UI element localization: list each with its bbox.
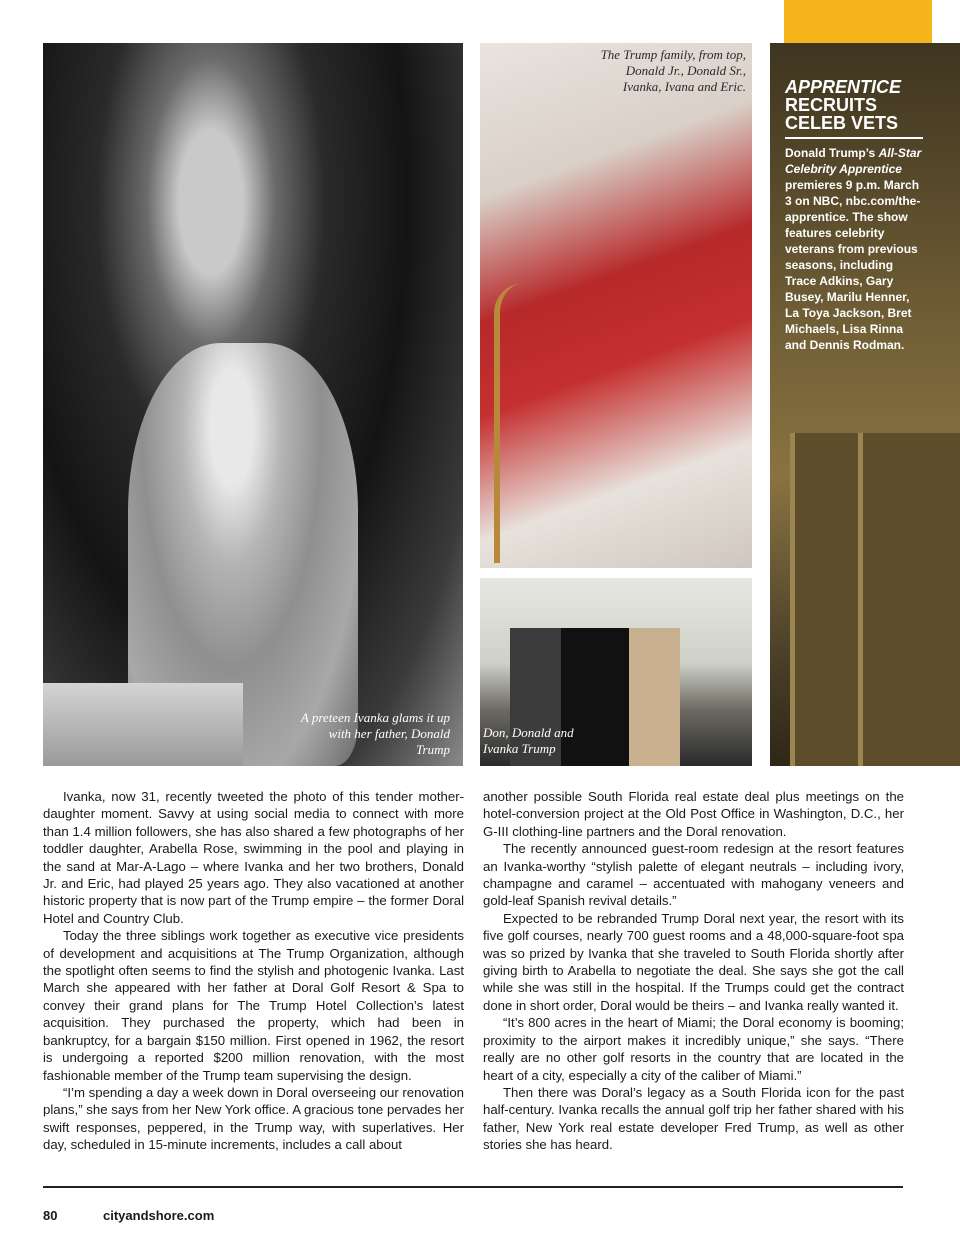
article-paragraph: The recently announced guest-room redesign at the resort features an Ivanka-worthy “stylish palette of elegant neutrals – including ivory, champagne and caramel – accentuated with mahogany veneers and gold-leaf Spanish revival details.” bbox=[483, 841, 904, 909]
sidebar-title-line2: RECRUITS bbox=[785, 95, 878, 115]
sidebar-body-intro: Donald Trump’s bbox=[785, 146, 876, 160]
sidebar-box bbox=[785, 78, 925, 353]
page-number: 80 bbox=[43, 1208, 58, 1223]
footer-rule bbox=[43, 1186, 903, 1188]
sidebar-title-line1: APPRENTICE bbox=[785, 77, 902, 97]
sidebar-show-title: All-Star Celebrity Apprentice bbox=[785, 146, 922, 176]
article-paragraph: “It’s 800 acres in the heart of Miami; the Doral economy is booming; proximity to the airport makes it incredibly unique,” she says. “There really are no other golf resorts in the country that are located in the heart of a city, especially a city of the caliber of Miami.” bbox=[483, 1015, 904, 1083]
photo-ivanka-and-donald bbox=[43, 43, 463, 766]
footer-site-name: cityandshore.com bbox=[103, 1208, 215, 1223]
sidebar-title-line3: CELEB VETS bbox=[785, 113, 899, 133]
article-paragraph: “I’m spending a day a week down in Doral overseeing our renovation plans,” she says from her New York office. A gracious tone pervades her swift responses, peppered, in the Trump way, with superlatives. Her day, scheduled in 15-minute increments, includes a call about bbox=[43, 1084, 464, 1153]
article-paragraph: another possible South Florida real estate deal plus meetings on the hotel-conversion project at the Old Post Office in Washington, D.C., her G-III clothing-line partners and the Doral renovation. bbox=[483, 789, 904, 839]
sidebar-divider bbox=[785, 137, 923, 139]
photo-trump-family bbox=[480, 43, 752, 568]
caption-main-photo: A preteen Ivanka glams it up with her father, Donald Trump bbox=[300, 710, 450, 757]
sidebar-body-rest: premieres 9 p.m. March 3 on NBC, nbc.com/the-apprentice. The show features celebrity veterans from previous seasons, including Trace Adkins, Gary Busey, Marilu Henner, La Toya Jackson, Bret Michaels, Lisa Rinna and Dennis Rodman. bbox=[785, 178, 921, 352]
article-column-right bbox=[483, 788, 904, 1154]
article-paragraph: Ivanka, now 31, recently tweeted the photo of this tender mother-daughter moment. Savvy at using social media to connect with more than 1.4 million followers, she has also shared a few photographs of her toddler daughter, Arabella Rose, swimming in the pool and playing in the sand at Mar-A-Lago – where Ivanka and her two brothers, Donald Jr. and Eric, had played 25 years ago. They also vacationed at another historic property that is now part of the Trump empire – the former Doral Hotel and Country Club. bbox=[43, 789, 464, 926]
photo-table bbox=[43, 683, 243, 766]
caption-trio-photo: Don, Donald and Ivanka Trump bbox=[483, 725, 574, 756]
sidebar-body bbox=[785, 145, 925, 353]
photo-staircase-rail bbox=[494, 283, 540, 563]
caption-family-photo: The Trump family, from top, Donald Jr., Donald Sr., Ivanka, Ivana and Eric. bbox=[600, 47, 746, 94]
article-column-left bbox=[43, 788, 464, 1154]
article-paragraph: Today the three siblings work together as executive vice presidents of development and acquisitions at The Trump Organization, although the spotlight often seems to find the stylish and photogenic Ivanka. Last March she appeared with her father at Doral Golf Resort & Spa to convey their grand plans for The Trump Hotel Collection’s latest acquisition. They purchased the property, which had been in bankruptcy, for a bargain $150 million. First opened in 1962, the resort is undergoing a reported $200 million renovation, with the most fashionable member of the Trump team supervising the design. bbox=[43, 928, 464, 1083]
photo-door-panels bbox=[790, 433, 960, 766]
article-paragraph: Expected to be rebranded Trump Doral next year, the resort with its five golf courses, nearly 700 guest rooms and a 48,000-square-foot spa was so prized by Ivanka that she traveled to South Florida shortly after giving birth to Arabella to negotiate the deal. She says she got the call while she was still in the hospital. If the Trumps could get the contract done in short order, Doral would be theirs – and Ivanka really wanted it. bbox=[483, 910, 904, 1013]
article-paragraph: Then there was Doral’s legacy as a South Florida icon for the past half-century. Ivanka recalls the annual golf trip her father shared with his father, New York real estate developer Fred Trump, as well as other stories she has heard. bbox=[483, 1084, 904, 1153]
yellow-accent-tab bbox=[784, 0, 932, 44]
